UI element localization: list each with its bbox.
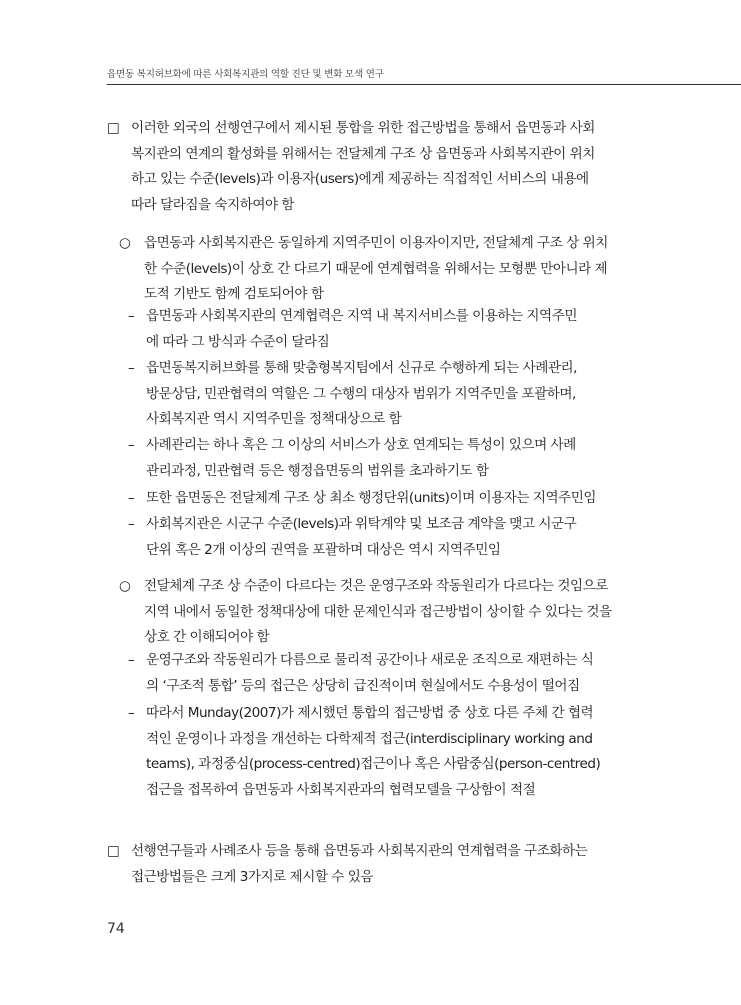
dash-bullet-icon: – [128, 705, 135, 721]
square-item-1 [107, 116, 651, 218]
text-line: 읍면동과 사회복지관의 연계협력은 지역 내 복지서비스를 이용하는 지역주민 [146, 308, 577, 324]
text-line: 의 ‘구조적 통합’ 등의 접근은 상당히 급진적이며 현실에서도 수용성이 떨어짐 [146, 677, 580, 694]
dash-bullet-icon: – [128, 360, 135, 376]
square-bullet-icon: □ [107, 120, 120, 136]
text-line: 이러한 외국의 선행연구에서 제시된 통합을 위한 접근방법을 통해서 읍면동과 사회 [131, 120, 595, 136]
dash-item-2 [128, 356, 641, 433]
dash-item-7 [128, 701, 641, 803]
text-line: 방문상담, 민관협력의 역할은 그 수행의 대상자 범위가 지역주민을 포괄하며, [146, 385, 576, 402]
text-line: 도적 기반도 함께 검토되어야 함 [144, 286, 324, 302]
text-line: 사회복지관 역시 지역주민을 정책대상으로 함 [146, 411, 402, 427]
dash-bullet-icon: – [128, 308, 135, 324]
text-line: 단위 혹은 2개 이상의 권역을 포괄하며 대상은 역시 지역주민임 [146, 541, 501, 558]
square-item-2 [107, 839, 651, 890]
dash-bullet-icon: – [128, 516, 135, 532]
dash-item-5 [128, 512, 641, 563]
circle-bullet-icon: ○ [119, 578, 131, 594]
dash-bullet-icon: – [128, 437, 135, 453]
text-line: 전달체계 구조 상 수준이 다르다는 것은 운영구조와 작동원리가 다르다는 것임으로 [144, 578, 608, 594]
text-line: 사례관리는 하나 혹은 그 이상의 서비스가 상호 연계되는 특성이 있으며 사례 [146, 437, 576, 453]
dash-item-1 [128, 304, 641, 355]
text-line: 읍면동복지허브화를 통해 맞춤형복지팀에서 신규로 수행하게 되는 사례관리, [146, 360, 577, 376]
text-line: 상호 간 이해되어야 함 [144, 629, 270, 645]
dash-bullet-icon: – [128, 490, 135, 506]
dash-item-4 [128, 486, 641, 512]
text-line: 읍면동과 사회복지관은 동일하게 지역주민이 이용자이지만, 전달체계 구조 상 위치 [144, 235, 608, 251]
text-line: 따라서 Munday(2007)가 제시했던 통합의 접근방법 중 상호 다른 주체 간 협력 [146, 705, 594, 721]
text-line: 지역 내에서 동일한 정책대상에 대한 문제인식과 접근방법이 상이할 수 있다는 것을 [144, 603, 612, 620]
text-line: 복지관의 연계의 활성화를 위해서는 전달체계 구조 상 읍면동과 사회복지관이 위치 [131, 145, 595, 162]
text-line: teams), 과정중심(process-centred)접근이나 혹은 사람중심(person-centred) [146, 756, 601, 772]
text-line: 따라 달라짐을 숙지하여야 함 [131, 196, 295, 213]
running-header: 읍면동 복지허브화에 따른 사회복지관의 역할 진단 및 변화 모색 연구 [107, 69, 384, 80]
text-line: 하고 있는 수준(levels)과 이용자(users)에게 제공하는 직접적인 서비스의 내용에 [131, 171, 589, 187]
text-line: 운영구조와 작동원리가 다름으로 물리적 공간이나 새로운 조직으로 재편하는 식 [146, 652, 594, 668]
text-line: 선행연구들과 사례조사 등을 통해 읍면동과 사회복지관의 연계협력을 구조화하는 [131, 843, 588, 859]
dash-item-6 [128, 648, 641, 699]
circle-item-2 [119, 574, 644, 651]
text-line: 또한 읍면동은 전달체계 구조 상 최소 행정단위(units)이며 이용자는 지역주민임 [146, 490, 597, 506]
text-line: 접근방법들은 크게 3가지로 제시할 수 있음 [131, 868, 373, 885]
text-line: 관리과정, 민관협력 등은 행정읍면동의 범위를 초과하기도 함 [146, 462, 489, 479]
text-line: 적인 운영이나 과정을 개선하는 다학제적 접근(interdisciplinary working and [146, 730, 593, 747]
text-line: 접근을 접목하여 읍면동과 사회복지관과의 협력모델을 구상함이 적절 [146, 781, 536, 798]
circle-item-1 [119, 231, 644, 308]
square-bullet-icon: □ [107, 843, 120, 859]
dash-item-3 [128, 433, 641, 484]
text-line: 사회복지관은 시군구 수준(levels)과 위탁계약 및 보조금 계약을 맺고 시군구 [146, 516, 577, 532]
header-rule [107, 84, 741, 85]
text-line: 에 따라 그 방식과 수준이 달라짐 [146, 333, 330, 350]
circle-bullet-icon: ○ [119, 235, 131, 251]
text-line: 한 수준(levels)이 상호 간 다르기 때문에 연계협력을 위해서는 모형뿐 만아니라 제 [144, 260, 608, 277]
dash-bullet-icon: – [128, 652, 135, 668]
page-number: 74 [107, 921, 125, 937]
